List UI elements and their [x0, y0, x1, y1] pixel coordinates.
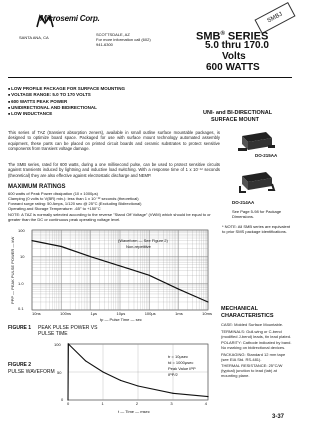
feature-item: ■ 600 WATTS PEAK POWER: [8, 99, 148, 105]
fig2-data-point: [137, 385, 138, 386]
fig1-xtick: 100μs: [144, 311, 156, 316]
fig2-ytick: 100: [54, 342, 61, 347]
description-p2: The SMB series, rated for 600 watts, during a one millisecond pulse, can be used to protect sensitive circuits against transients induced by lightning and inductive load switching. With a response time of 1 x 10⁻¹² seconds (theoretical) they are also effective against electrostatic discharge and NEMP.: [8, 162, 220, 178]
fig2-xtick: 1: [101, 401, 104, 406]
fig1-data-point: [178, 289, 179, 290]
package-do214aa-image: [236, 168, 276, 196]
fig1-ytick: 0.1: [18, 306, 24, 311]
figure1-chart: [8, 226, 213, 322]
fig2-xlabel: t — Time — msec: [118, 409, 150, 414]
fig2-data-point: [68, 343, 69, 344]
feature-item: ■ VOLTAGE RANGE: 5.0 TO 170 VOLTS: [8, 92, 148, 98]
max-rating-line: Forward surge rating: 50 Amps, 1/120 sec @ 25°C (Excluding Bidirectional): [8, 201, 142, 206]
fig2-ytick: 0: [61, 397, 64, 402]
fig2-xticks: [67, 401, 207, 406]
max-rating-line: Operating and Storage Temperature: -65° to +150°C: [8, 206, 101, 211]
stamp-label: SMBJ: [266, 11, 284, 25]
max-rating-line: Clamping (0 volts to V(BR) min.): less than 1 x 10⁻¹² seconds (theoretical): [8, 196, 139, 201]
fig1-ytick: 10: [20, 254, 25, 259]
max-rating-line: 600 watts of Peak Power dissipation (10 x 1000μs): [8, 191, 98, 196]
feature-list: [8, 86, 148, 117]
fig1-caption: PEAK PULSE POWER VS PULSE TIME: [38, 325, 98, 337]
fig2-caption-number: FIGURE 2: [8, 362, 32, 368]
contact-info: For more information call (602) 941-6300: [96, 37, 151, 47]
fig2-caption: PULSE WAVEFORM: [8, 369, 55, 375]
fig1-caption-number: FIGURE 1: [8, 325, 32, 331]
registered-mark: ®: [220, 31, 225, 37]
fig2-xtick: 2: [135, 401, 139, 406]
fig1-data-point: [207, 301, 208, 302]
fig2-data-point: [207, 396, 208, 397]
see-page-note: See Page 5-98 for Package Dimensions.: [232, 209, 282, 219]
fig1-xtick: 100ns: [60, 311, 72, 316]
fig1-annotation-2: Non-repetitive: [126, 244, 151, 249]
package-label-do215aa: DO-215AA: [255, 153, 278, 158]
fig2-param: IPP/2: [168, 372, 178, 377]
package-equivalence-note: * NOTE: All SMB series are equivalent to prior SMS package identifications.: [222, 224, 291, 234]
fig1-xtick: 1ms: [175, 311, 183, 316]
fig1-data-point: [61, 246, 62, 247]
series-title-smb: SMB: [196, 30, 221, 43]
fig1-data-point: [119, 265, 120, 266]
fig2-ytick: 50: [57, 370, 62, 375]
feature-item: ■ LOW PROFILE PACKAGE FOR SURFACE MOUNTING: [8, 86, 148, 92]
city-right: SCOTTSDALE, AZ: [96, 32, 130, 37]
fig1-data-point: [90, 256, 91, 257]
feature-item: ■ UNIDIRECTIONAL AND BIDIRECTIONAL: [8, 105, 148, 111]
mechanical-heading-2: CHARACTERISTICS: [221, 312, 274, 319]
watts-label: 600 WATTS: [206, 62, 260, 73]
fig1-xtick: 10ms: [202, 311, 212, 316]
mechanical-item: POLARITY: Cathode indicated by band. No marking on bidirectional devices.: [221, 340, 292, 350]
mechanical-list: [221, 322, 293, 380]
feature-item: ■ LOW INDUCTANCE: [8, 111, 148, 117]
fig2-xtick: 4: [204, 401, 207, 406]
fig2-param: Peak Value IPP: [168, 366, 196, 371]
page-number: 3-37: [272, 414, 285, 420]
fig1-data-point: [31, 240, 32, 241]
fig1-xtick: 10μs: [116, 311, 126, 316]
fig2-data-point: [120, 380, 121, 381]
fig1-data-point: [149, 275, 150, 276]
fig1-xtick: 1μs: [90, 311, 98, 316]
mechanical-item: PACKAGING: Standard 12 mm tape (see EIA Std. RS-481).: [221, 351, 286, 362]
fig1-ytick: 100: [18, 228, 25, 233]
fig2-xtick: 3: [170, 401, 173, 406]
volts-label: Volts: [222, 51, 246, 62]
fig1-ylabel: PPP — PEAK PULSE POWER — kW: [10, 236, 15, 304]
fig2-data-point: [85, 360, 86, 361]
fig2-data-point: [102, 371, 103, 372]
fig2-data-point: [172, 393, 173, 394]
mechanical-item: CASE: Molded Surface Mountable.: [221, 322, 284, 327]
mechanical-heading-1: MECHANICAL: [221, 306, 258, 312]
subtitle-line1: UNI- and BI-DIRECTIONAL: [203, 110, 273, 116]
fig1-xticks: [32, 311, 212, 316]
fig1-annotation: (Waveform — See Figure 2): [118, 238, 168, 243]
voltage-range: 5.0 thru 170.0: [205, 40, 269, 51]
mechanical-item: THERMAL RESISTANCE: 25°C/W (typical) junction to lead (tab) at mounting plane.: [221, 363, 283, 378]
max-ratings-heading: MAXIMUM RATINGS: [8, 184, 66, 190]
fig2-xtick: 0: [67, 401, 70, 406]
mechanical-heading: [221, 306, 274, 319]
description-p1: This series of TAZ (transient absorption zeners), available in small outline surface mountable packages, is designed to optimize board space. Packaged for use with surface mount technology automated assembly equipment, these parts can be placed on printed circuit boards and ceramic substrates to protect sensitive components from transient voltage damage.: [8, 130, 220, 151]
fig1-xlabel: tp — Pulse Time — sec: [100, 317, 142, 322]
company-name: Microsemi Corp.: [40, 14, 100, 23]
fig2-param: tr = 10μsec: [168, 354, 188, 359]
package-label-do214aa: DO-214AA: [232, 200, 255, 205]
subtitle-line2: SURFACE MOUNT: [211, 117, 259, 123]
figure2-chart: [8, 340, 213, 410]
series-title-series: SERIES: [224, 30, 269, 43]
header-rule: [8, 77, 292, 78]
mechanical-item: TERMINALS: Gull-wing or C-bend (modified J-bend) leads, tin lead plated.: [221, 328, 292, 339]
fig1-ytick: 1.0: [18, 281, 24, 286]
max-ratings-note: NOTE: A TAZ is normally selected according to the reverse "Stand Off Voltage" (VWM) which should be equal to or greater than the DC or continuous peak operating voltage level.: [8, 212, 211, 222]
fig2-param: td = 1000μsec: [168, 360, 194, 365]
fig1-xtick: 10ns: [32, 311, 41, 316]
package-do215aa-image: [236, 128, 276, 156]
city-left: SANTA ANA, CA: [19, 35, 49, 40]
